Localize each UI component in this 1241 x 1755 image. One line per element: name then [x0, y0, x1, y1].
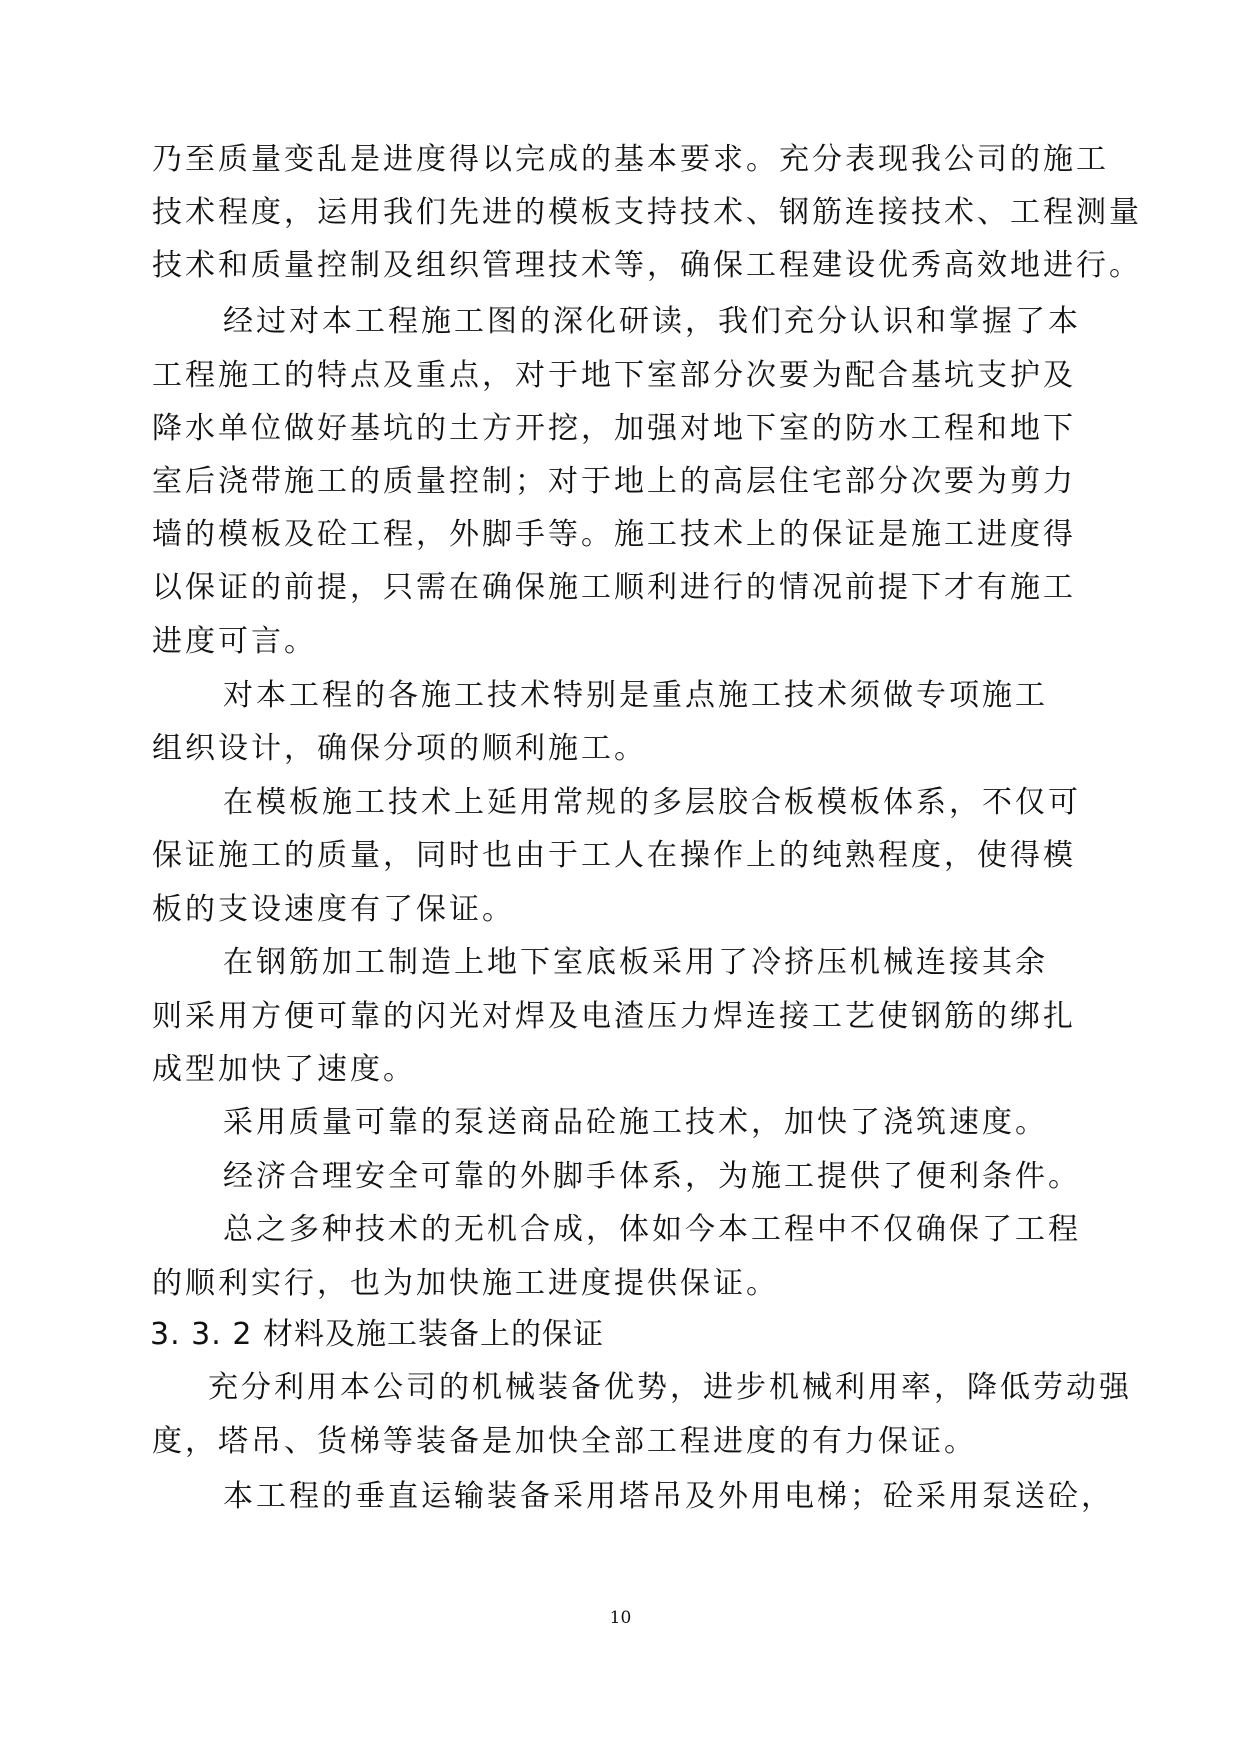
body-text-line: 在模板施工技术上延用常规的多层胶合板模板体系，不仅可	[223, 785, 1081, 820]
body-text-line: 乃至质量变乱是进度得以完成的基本要求。充分表现我公司的施工	[152, 142, 1109, 177]
body-text-line: 总之多种技术的无机合成，体如今本工程中不仅确保了工程	[223, 1212, 1081, 1247]
body-text-line: 经过对本工程施工图的深化研读，我们充分认识和掌握了本	[223, 304, 1081, 339]
body-text-line: 以保证的前提，只需在确保施工顺利进行的情况前提下才有施工	[152, 570, 1076, 605]
body-text-line: 进度可言。	[152, 624, 317, 659]
section-heading: 3. 3. 2 材料及施工装备上的保证	[150, 1317, 604, 1352]
body-text-line: 的顺利实行，也为加快施工进度提供保证。	[152, 1266, 779, 1301]
body-text-line: 成型加快了速度。	[152, 1052, 416, 1087]
body-text-line: 工程施工的特点及重点，对于地下室部分次要为配合基坑支护及	[152, 358, 1076, 393]
body-text-line: 室后浇带施工的质量控制；对于地上的高层住宅部分次要为剪力	[152, 464, 1076, 499]
body-text-line: 墙的模板及砼工程，外脚手等。施工技术上的保证是施工进度得	[152, 517, 1076, 552]
body-text-line: 对本工程的各施工技术特别是重点施工技术须做专项施工	[223, 678, 1048, 713]
page-number: 10	[609, 1608, 632, 1628]
body-text-line: 采用质量可靠的泵送商品砼施工技术，加快了浇筑速度。	[223, 1105, 1048, 1140]
body-text-line: 板的支设速度有了保证。	[152, 892, 515, 927]
body-text-line: 度，塔吊、货梯等装备是加快全部工程进度的有力保证。	[152, 1424, 977, 1459]
body-text-line: 则采用方便可靠的闪光对焊及电渣压力焊连接工艺使钢筋的绑扎	[152, 999, 1076, 1034]
body-text-line: 经济合理安全可靠的外脚手体系，为施工提供了便利条件。	[223, 1159, 1081, 1194]
body-text-line: 技术程度，运用我们先进的模板支持技术、钢筋连接技术、工程测量	[152, 195, 1142, 230]
body-text-line: 组织设计，确保分项的顺利施工。	[152, 731, 647, 766]
body-text-line: 充分利用本公司的机械装备优势，进步机械利用率，降低劳动强	[208, 1370, 1132, 1405]
body-text-line: 本工程的垂直运输装备采用塔吊及外用电梯；砼采用泵送砼，	[223, 1479, 1114, 1514]
body-text-line: 保证施工的质量，同时也由于工人在操作上的纯熟程度，使得模	[152, 838, 1076, 873]
body-text-line: 在钢筋加工制造上地下室底板采用了冷挤压机械连接其余	[223, 945, 1048, 980]
body-text-line: 技术和质量控制及组织管理技术等，确保工程建设优秀高效地进行。	[152, 248, 1142, 283]
body-text-line: 降水单位做好基坑的土方开挖，加强对地下室的防水工程和地下	[152, 411, 1076, 446]
